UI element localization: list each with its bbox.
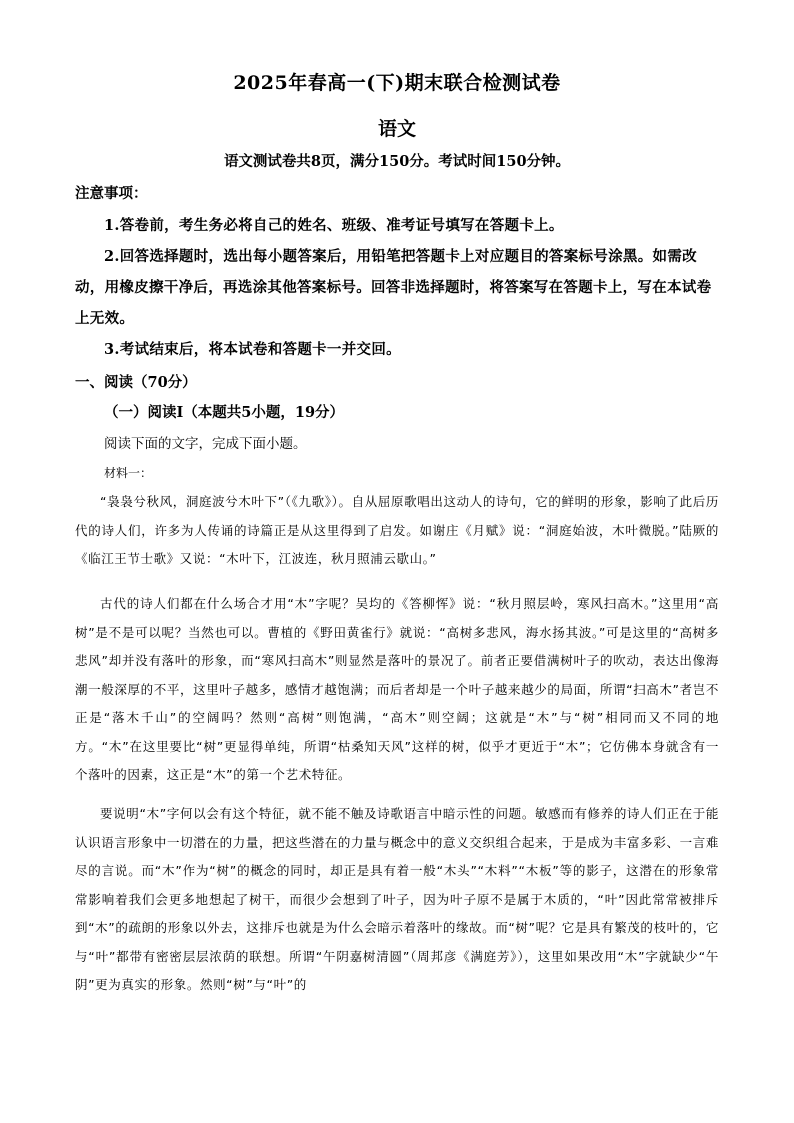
reading-instruction: 阅读下面的文字，完成下面小题。 xyxy=(104,436,307,452)
paragraph-1: “袅袅兮秋风，洞庭波兮木叶下”（《九歌》）。自从屈原歌唱出这动人的诗句，它的鲜明的形象，影响了此后历代的诗人们，许多为人传诵的诗篇正是从这里得到了启发。如谢庄《月赋》说：“洞庭始波，木叶微脱。”陆厥的《临江王节士歌》又说：“木叶下，江波连，秋月照浦云歇山。” xyxy=(75,494,719,566)
paragraph-2: 古代的诗人们都在什么场合才用“木”字呢？吴均的《答柳恽》说：“秋月照层岭，寒风扫高木。”这里用“高树”是不是可以呢？当然也可以。曹植的《野田黄雀行》就说：“高树多悲风，海水扬其波。”可是这里的“高树多悲风”却并没有落叶的形象，而“寒风扫高木”则显然是落叶的景况了。前者正要借满树叶子的吹动，表达出像海潮一般深厚的不平，这里叶子越多，感情才越饱满；而后者却是一个叶子越来越少的局面，所谓“扫高木”者岂不正是“落木千山”的空阔吗？然则“高树”则饱满，“高木”则空阔；这就是“木”与“树”相同而又不同的地方。“木”在这里要比“树”更显得单纯，所谓“枯桑知天风”这样的树，似乎才更近于“木”；它仿佛本身就含有一个落叶的因素，这正是“木”的第一个艺术特征。 xyxy=(75,596,719,782)
notice-heading: 注意事项： xyxy=(75,185,148,202)
subject-title: 语文 xyxy=(377,118,416,140)
notice-item-2: 2.回答选择题时，选出每小题答案后，用铅笔把答题卡上对应题目的答案标号涂黑。如需改动，用橡皮擦干净后，再选涂其他答案标号。回答非选择题时，将答案写在答题卡上，写在本试卷上无效。 xyxy=(75,248,712,327)
notice-item-1: 1.答卷前，考生务必将自己的姓名、班级、准考证号填写在答题卡上。 xyxy=(104,217,564,234)
section-heading: 一、阅读（70分） xyxy=(75,374,197,391)
sub-heading: （一）阅读Ⅰ（本题共5小题，19分） xyxy=(104,404,345,421)
exam-title: 2025年春高一(下)期末联合检测试卷 xyxy=(233,72,561,94)
paragraph-3: 要说明“木”字何以会有这个特征，就不能不触及诗歌语言中暗示性的问题。敏感而有修养的诗人们正在于能认识语言形象中一切潜在的力量，把这些潜在的力量与概念中的意义交织组合起来，于是成为丰富多彩、一言难尽的言说。而“木”作为“树”的概念的同时，却正是具有着一般“木头”“木料”“木板”等的影子，这潜在的形象常常影响着我们会更多地想起了树干，而很少会想到了叶子，因为叶子原不是属于木质的，“叶”因此常常被排斥到“木”的疏朗的形象以外去，这排斥也就是为什么会暗示着落叶的缘故。而“树”呢？它是具有繁茂的枝叶的，它与“叶”都带有密密层层浓荫的联想。所谓“午阴嘉树清圆”（周邦彦《满庭芳》），这里如果改用“木”字就缺少“午阴”更为真实的形象。然则“树”与“叶”的 xyxy=(75,806,720,992)
notice-item-3: 3.考试结束后，将本试卷和答题卡一并交回。 xyxy=(104,341,401,358)
material-label: 材料一： xyxy=(104,466,153,480)
exam-info: 语文测试卷共8页，满分150分。考试时间150分钟。 xyxy=(223,153,571,170)
